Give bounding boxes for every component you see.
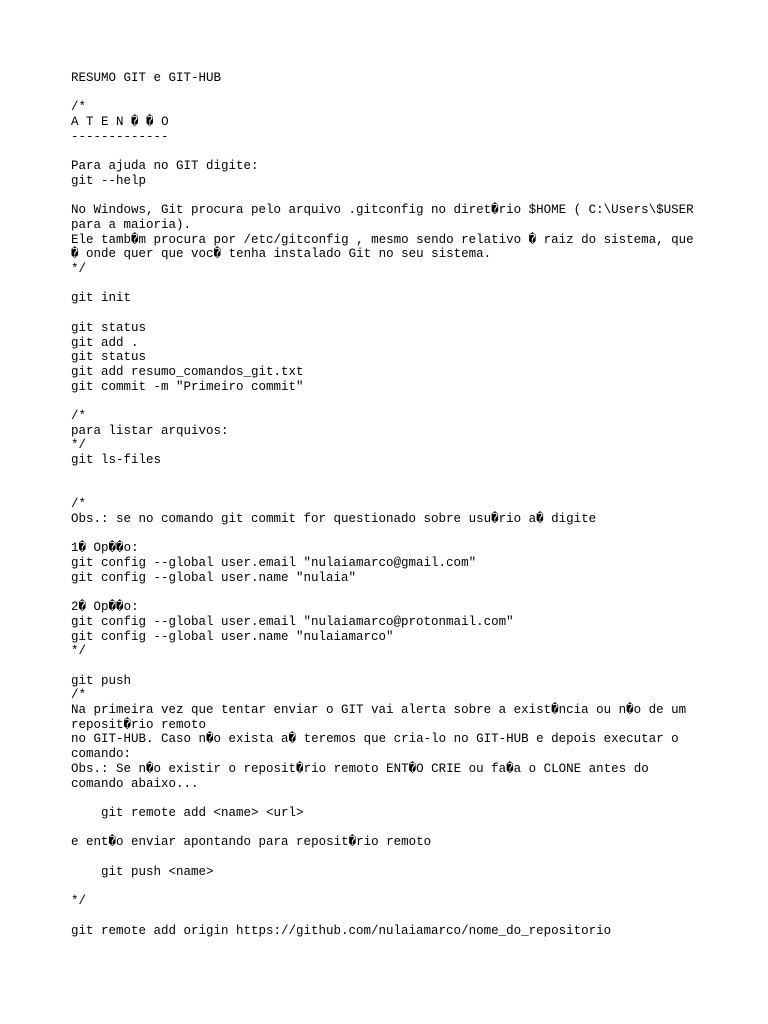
text-line: git config --global user.email "nulaiamarco@protonmail.com" xyxy=(71,614,514,629)
text-line: RESUMO GIT e GIT-HUB xyxy=(71,71,222,85)
text-line: Obs.: se no comando git commit for questionado sobre usu�rio a� digite xyxy=(71,511,597,526)
document-page xyxy=(71,71,731,938)
blank-line xyxy=(71,277,731,292)
text-line: comando abaixo... xyxy=(71,776,199,791)
blank-line xyxy=(71,468,731,483)
text-line: /* xyxy=(71,497,87,512)
blank-line xyxy=(71,850,731,865)
text-line: git push xyxy=(71,673,132,688)
text-line: git push <name> xyxy=(71,864,214,879)
text-line: git ls-files xyxy=(71,453,162,468)
blank-line xyxy=(71,483,731,498)
blank-line xyxy=(71,659,731,674)
text-line: /* xyxy=(71,409,87,424)
text-line: e ent�o enviar apontando para reposit�rio remoto xyxy=(71,835,432,850)
text-line: */ xyxy=(71,262,87,277)
text-line: /* xyxy=(71,100,87,115)
text-line: 1� Op��o: xyxy=(71,541,139,556)
blank-line xyxy=(71,527,731,542)
text-line: para a maioria). xyxy=(71,217,192,232)
text-line: git config --global user.name "nulaia" xyxy=(71,570,357,585)
text-line: git add resumo_comandos_git.txt xyxy=(71,364,304,379)
text-line: � onde quer que voc� tenha instalado Git no seu sistema. xyxy=(71,247,492,262)
text-line: Para ajuda no GIT digite: xyxy=(71,159,259,174)
text-line: git config --global user.email "nulaiamarco@gmail.com" xyxy=(71,556,477,571)
text-line: git config --global user.name "nulaiamarco" xyxy=(71,629,394,644)
text-line: */ xyxy=(71,894,87,909)
text-line: */ xyxy=(71,644,87,659)
text-line: 2� Op��o: xyxy=(71,600,139,615)
text-line: git --help xyxy=(71,173,147,188)
text-line: reposit�rio remoto xyxy=(71,717,207,732)
blank-line xyxy=(71,879,731,894)
blank-line xyxy=(71,306,731,321)
blank-line xyxy=(71,145,731,160)
text-line: No Windows, Git procura pelo arquivo .gitconfig no diret�rio $HOME ( C:\Users\$USER xyxy=(71,203,694,218)
text-line: git add . xyxy=(71,335,139,350)
text-line: /* xyxy=(71,688,87,703)
text-line: git commit -m "Primeiro commit" xyxy=(71,379,304,394)
text-line: para listar arquivos: xyxy=(71,423,229,438)
blank-line xyxy=(71,394,731,409)
text-line: git status xyxy=(71,320,147,335)
text-line: Obs.: Se n�o existir o reposit�rio remoto ENT�O CRIE ou fa�a o CLONE antes do xyxy=(71,761,649,776)
text-line: no GIT-HUB. Caso n�o exista a� teremos que cria-lo no GIT-HUB e depois executar o xyxy=(71,732,679,747)
blank-line xyxy=(71,86,731,101)
text-line: git remote add origin https://github.com/nulaiamarco/nome_do_repositorio xyxy=(71,923,612,938)
blank-line xyxy=(71,791,731,806)
text-line: comando: xyxy=(71,747,132,762)
text-line: ------------- xyxy=(71,129,169,144)
blank-line xyxy=(71,585,731,600)
text-line: A T E N � � O xyxy=(71,115,169,130)
blank-line xyxy=(71,821,731,836)
blank-line xyxy=(71,909,731,924)
text-line: git remote add <name> <url> xyxy=(71,805,304,820)
text-line: Na primeira vez que tentar enviar o GIT vai alerta sobre a exist�ncia ou n�o de um xyxy=(71,703,687,718)
text-line: Ele tamb�m procura por /etc/gitconfig , mesmo sendo relativo � raiz do sistema, que xyxy=(71,232,694,247)
blank-line xyxy=(71,189,731,204)
text-line: git status xyxy=(71,350,147,365)
text-line: git init xyxy=(71,291,132,306)
text-line: */ xyxy=(71,438,87,453)
